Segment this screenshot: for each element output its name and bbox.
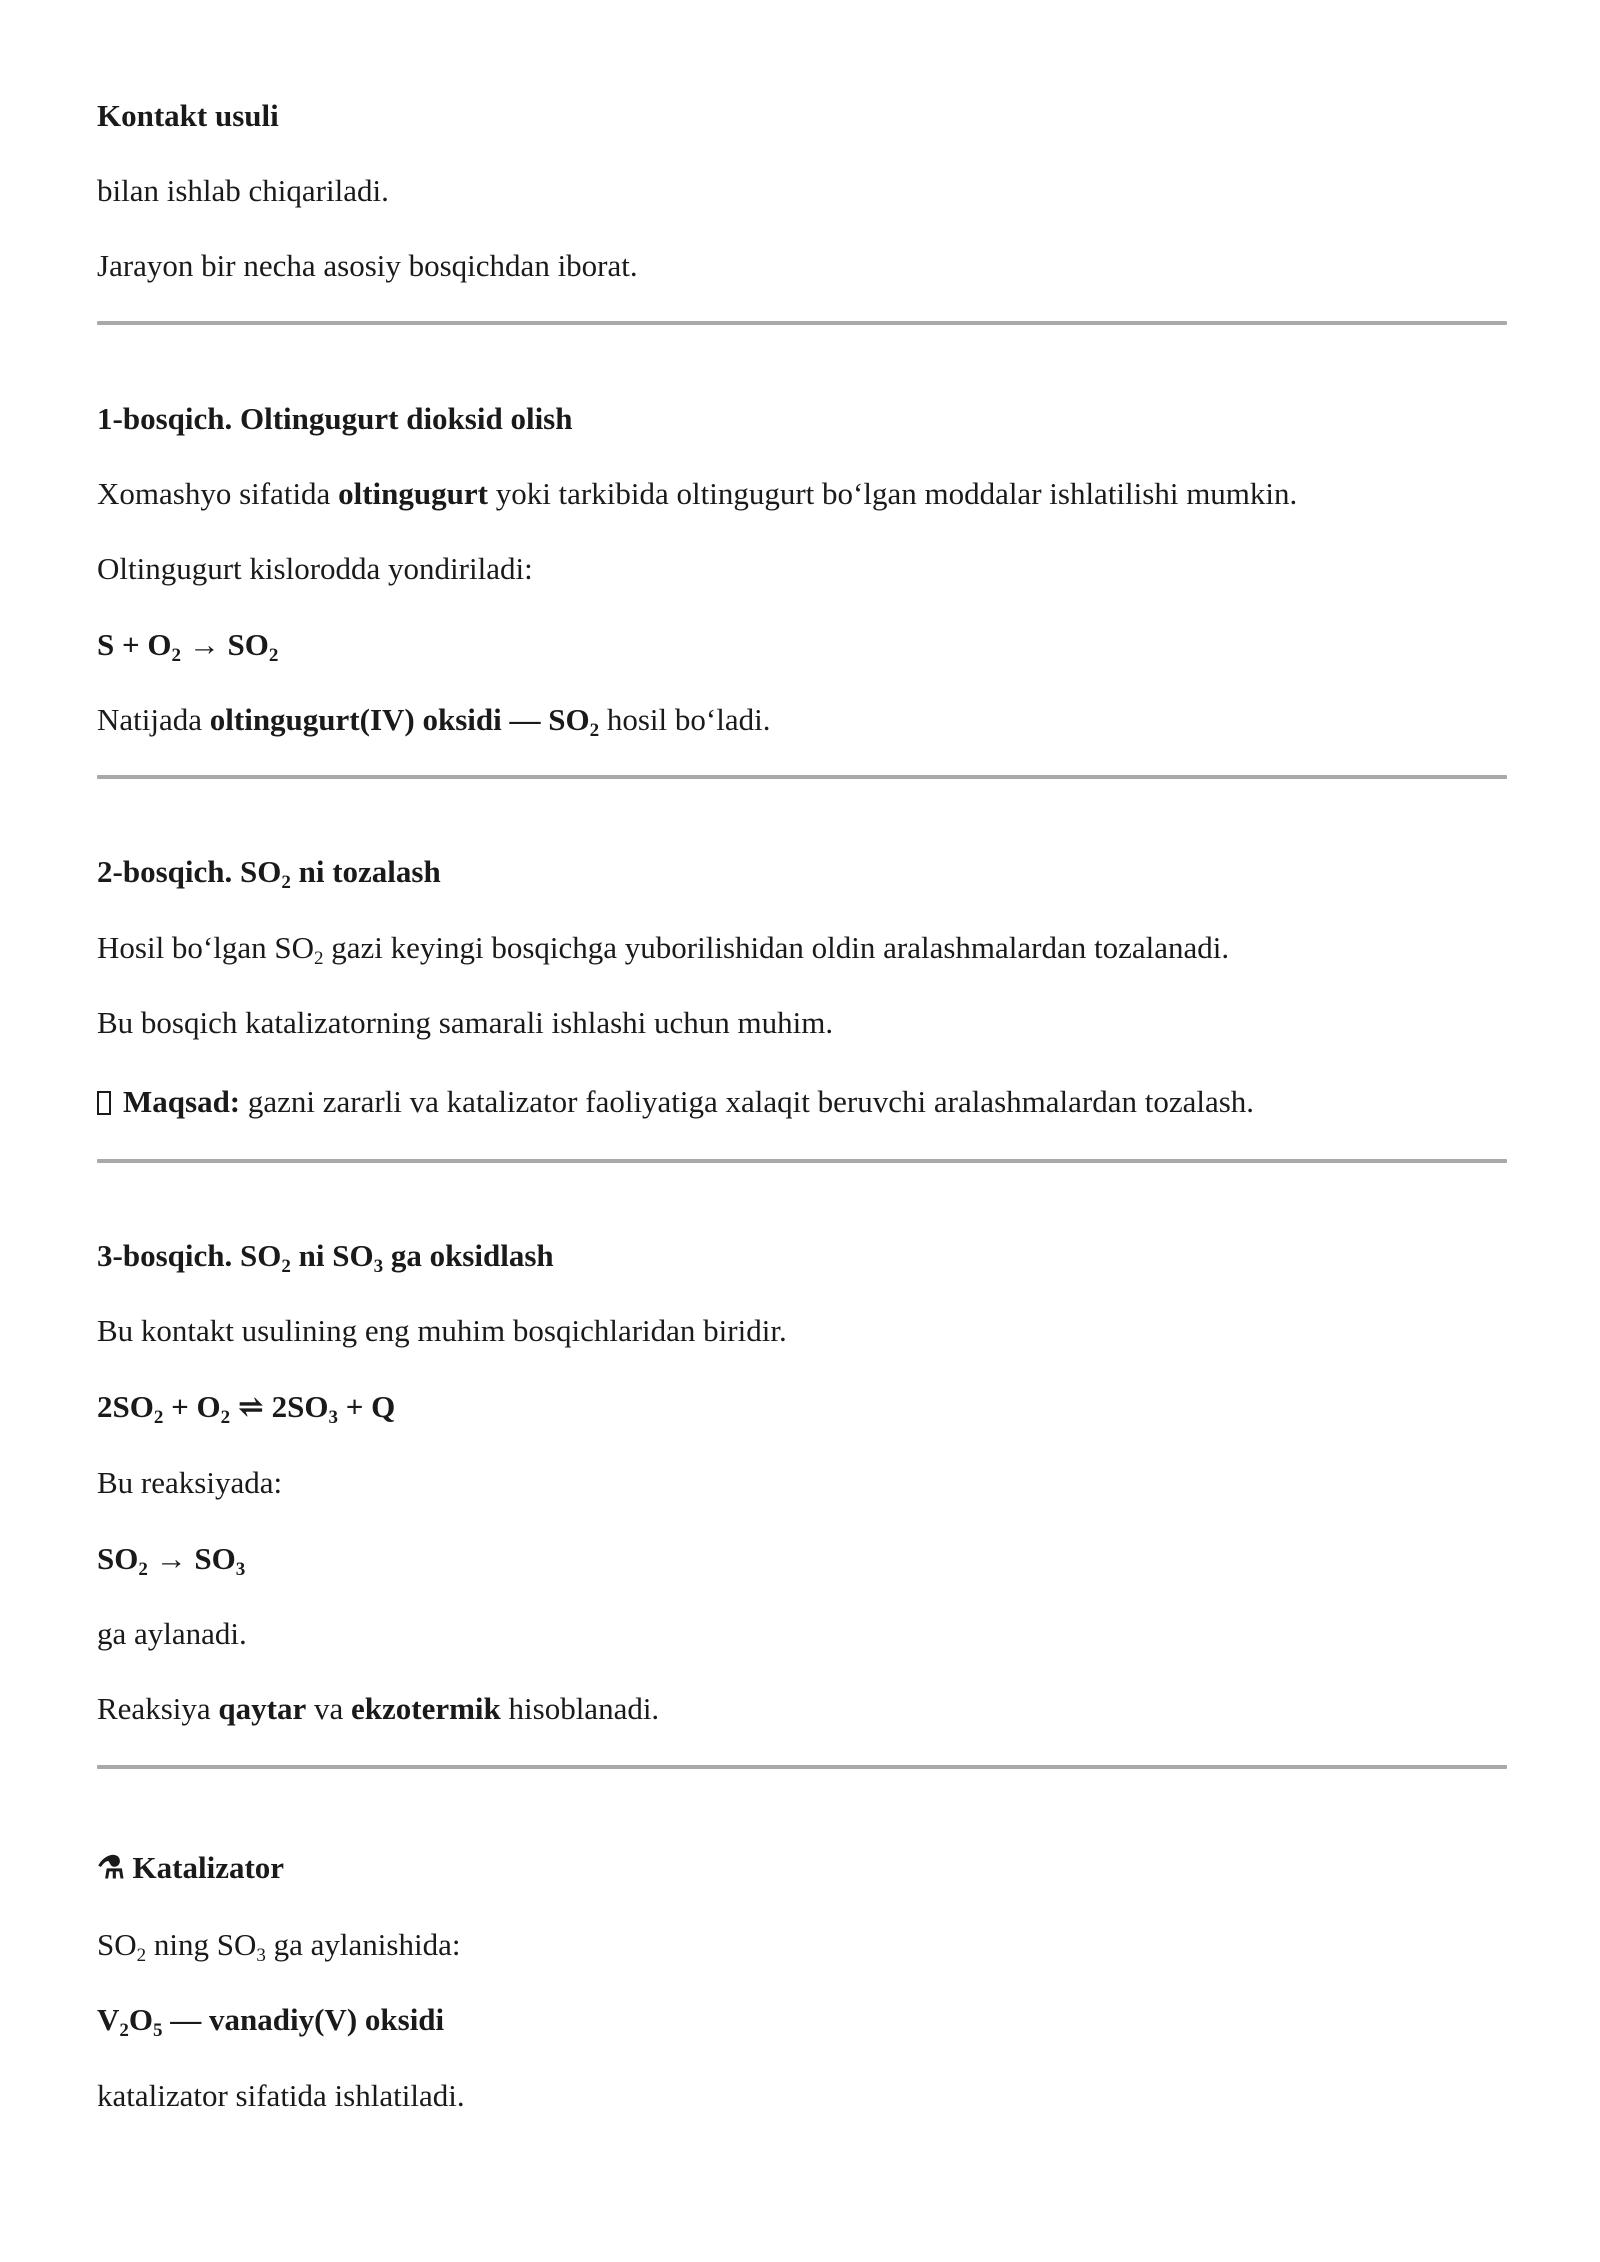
stage2-heading: 2-bosqich. $SO_2$ ni tozalash (97, 854, 441, 893)
stage3-equation: $2SO_2 + O_2$ ⇌ $2SO_3 + Q$ (97, 1389, 396, 1428)
stage3-conversion: $SO_2 \to SO_3$ (97, 1541, 246, 1580)
catalyst-paragraph-1: $SO_2$ ning $SO_3$ ga aylanishida: (97, 1927, 461, 1966)
stage1-paragraph-3: Natijada oltingugurt(IV) oksidi — $SO_2$ hosil bo‘ladi. (97, 702, 771, 741)
intro-line-2: Jarayon bir necha asosiy bosqichdan iborat. (97, 248, 638, 283)
stage2-goal: Maqsad: gazni zararli va katalizator faoliyatiga xalaqit beruvchi aralashmalardan tozalash. (97, 1082, 1254, 1122)
stage3-paragraph-4: Reaksiya qaytar va ekzotermik hisoblanadi. (97, 1691, 660, 1726)
intro-heading: Kontakt usuli (97, 98, 279, 133)
stage1-equation: $S + O_2 \to SO_2$ (97, 627, 279, 666)
catalyst-formula: $V_2O_5$ — vanadiy(V) oksidi (97, 2002, 445, 2041)
flask-icon: ⚗ (97, 1850, 125, 1885)
section-divider (97, 1159, 1507, 1163)
stage3-paragraph-1: Bu kontakt usulining eng muhim bosqichlaridan biridir. (97, 1313, 787, 1348)
stage1-heading: 1-bosqich. Oltingugurt dioksid olish (97, 401, 573, 436)
stage3-paragraph-3: ga aylanadi. (97, 1616, 247, 1651)
section-divider (97, 321, 1507, 325)
stage2-paragraph-2: Bu bosqich katalizatorning samarali ishlashi uchun muhim. (97, 1005, 834, 1040)
stage3-heading: 3-bosqich. $SO_2$ ni $SO_3$ ga oksidlash (97, 1238, 554, 1277)
catalyst-heading: ⚗ Katalizator (97, 1848, 284, 1888)
catalyst-paragraph-2: katalizator sifatida ishlatiladi. (97, 2078, 465, 2113)
section-divider (97, 775, 1507, 779)
placeholder-box-icon (97, 1091, 111, 1115)
stage3-paragraph-2: Bu reaksiyada: (97, 1465, 283, 1500)
stage1-paragraph-1: Xomashyo sifatida oltingugurt yoki tarkibida oltingugurt bo‘lgan moddalar ishlatilishi mumkin. (97, 476, 1298, 511)
stage1-paragraph-2: Oltingugurt kislorodda yondiriladi: (97, 551, 533, 586)
intro-line-1: bilan ishlab chiqariladi. (97, 173, 389, 208)
stage2-paragraph-1: Hosil bo‘lgan $SO_2$ gazi keyingi bosqichga yuborilishidan oldin aralashmalardan tozalanadi. (97, 930, 1230, 969)
section-divider (97, 1765, 1507, 1769)
